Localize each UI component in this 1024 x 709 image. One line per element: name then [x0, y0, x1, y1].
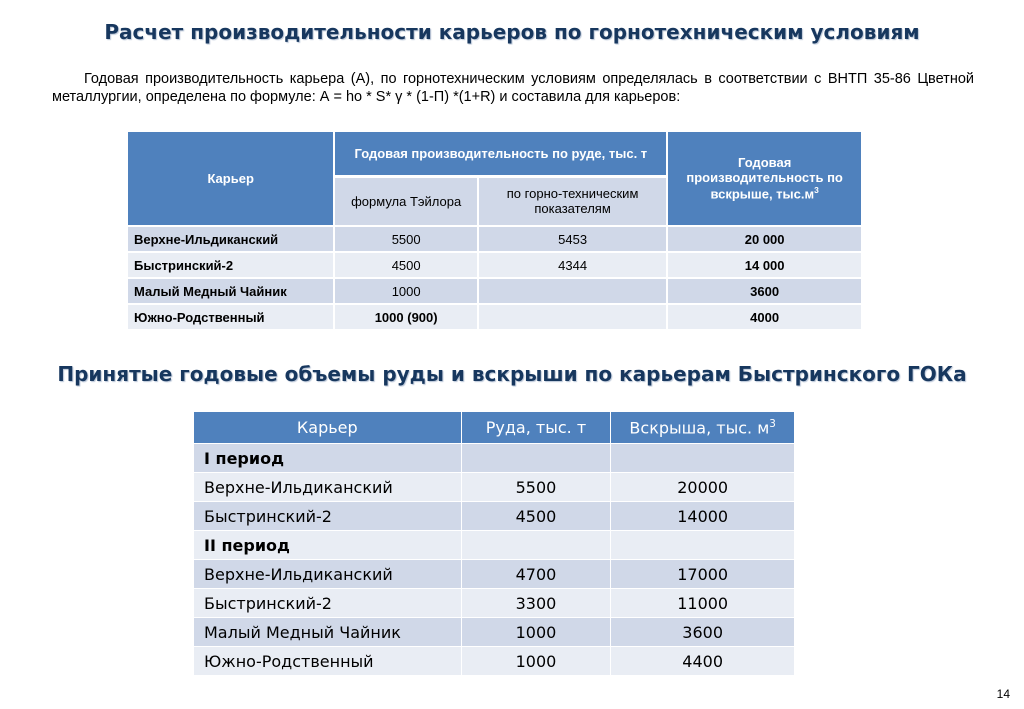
table-row [194, 473, 795, 502]
header-mining-indicators: по горно-техническим показателям [478, 176, 667, 226]
cell-ore: 1000 [461, 618, 611, 647]
cell-taylor: 1000 [334, 278, 478, 304]
intro-text-part2: * (1-П) *(1+R) и составила для карьеров: [402, 89, 681, 105]
cell-overburden: 20 000 [667, 226, 862, 252]
header-taylor-formula: формула Тэйлора [334, 176, 478, 226]
cell-overburden [611, 531, 795, 560]
table-row [127, 226, 862, 252]
cell-quarry-name: Малый Медный Чайник [127, 278, 334, 304]
cell-quarry-name: Южно-Родственный [127, 304, 334, 330]
header-overburden-productivity: Годовая производительность по вскрыше, $тыс.м^3$ [667, 131, 862, 226]
cell-quarry-name: II период [194, 531, 462, 560]
cell-overburden [611, 444, 795, 473]
table-row [194, 618, 795, 647]
cell-overburden: 11000 [611, 589, 795, 618]
page-number: 14 [996, 687, 1010, 701]
cell-quarry-name: Быстринский-2 [194, 589, 462, 618]
cell-overburden: 3600 [611, 618, 795, 647]
cell-overburden: 17000 [611, 560, 795, 589]
cell-taylor: 1000 (900) [334, 304, 478, 330]
cell-overburden: 3600 [667, 278, 862, 304]
table-row [127, 304, 862, 330]
volumes-table [193, 411, 795, 676]
header-quarry: Карьер [194, 412, 462, 444]
cell-ore [461, 444, 611, 473]
slide-title: Расчет производительности карьеров по горнотехническим условиям [104, 20, 920, 44]
cell-quarry-name: Быстринский-2 [127, 252, 334, 278]
cell-mining [478, 304, 667, 330]
cell-ore: 5500 [461, 473, 611, 502]
intro-text-part1: Годовая производительность карьера (А), по горнотехническим условиям определялась в соответствии с ВНТП 35-86 Цветной металлургии, определена по формуле: А = hо * S* [52, 71, 974, 105]
cell-overburden: 20000 [611, 473, 795, 502]
cell-ore [461, 531, 611, 560]
cell-ore: 1000 [461, 647, 611, 676]
cell-overburden: 14 000 [667, 252, 862, 278]
header-ore-productivity: Годовая производительность по руде, тыс. т [334, 131, 667, 176]
table-row [194, 531, 795, 560]
cell-overburden: 4000 [667, 304, 862, 330]
cell-mining [478, 278, 667, 304]
productivity-table [126, 130, 863, 331]
table-row [194, 589, 795, 618]
cell-quarry-name: I период [194, 444, 462, 473]
cell-mining: 5453 [478, 226, 667, 252]
cell-quarry-name: Верхне-Ильдиканский [194, 560, 462, 589]
table-row [194, 502, 795, 531]
cell-ore: 4700 [461, 560, 611, 589]
cell-ore: 3300 [461, 589, 611, 618]
cell-quarry-name: Верхне-Ильдиканский [194, 473, 462, 502]
header-quarry: Карьер [127, 131, 334, 226]
gamma-symbol: γ [395, 89, 403, 105]
cell-quarry-name: Быстринский-2 [194, 502, 462, 531]
cell-overburden: 14000 [611, 502, 795, 531]
cell-taylor: 4500 [334, 252, 478, 278]
header-ore: Руда, тыс. т [461, 412, 611, 444]
table-row [194, 647, 795, 676]
table-row [127, 252, 862, 278]
cell-taylor: 5500 [334, 226, 478, 252]
cell-mining: 4344 [478, 252, 667, 278]
intro-paragraph [52, 70, 974, 106]
table-row [127, 278, 862, 304]
cell-ore: 4500 [461, 502, 611, 531]
cell-quarry-name: Верхне-Ильдиканский [127, 226, 334, 252]
cell-overburden: 4400 [611, 647, 795, 676]
table-row [194, 560, 795, 589]
header-overburden: Вскрыша, тыс. $м^3$ [611, 412, 795, 444]
cell-quarry-name: Малый Медный Чайник [194, 618, 462, 647]
cell-quarry-name: Южно-Родственный [194, 647, 462, 676]
table-row [194, 444, 795, 473]
section-title: Принятые годовые объемы руды и вскрыши по карьерам Быстринского ГОКа [57, 362, 967, 386]
